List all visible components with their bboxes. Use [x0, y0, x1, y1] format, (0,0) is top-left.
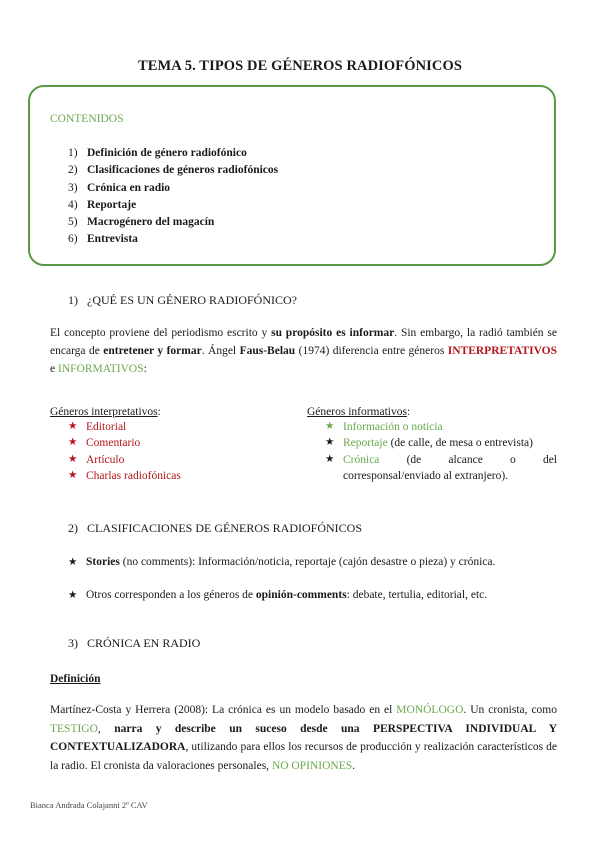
list-item: ★ Charlas radiofónicas	[68, 468, 181, 484]
list-item: 2) Clasificaciones de géneros radiofónicos	[68, 164, 279, 177]
definition-subheading: Definición	[50, 673, 101, 685]
list-item: 3) Crónica en radio	[68, 181, 171, 194]
interpretativos-title: Géneros interpretativos	[50, 406, 158, 418]
contents-heading: CONTENIDOS	[50, 113, 124, 125]
informativos-title: Géneros informativos	[307, 406, 407, 418]
list-item: 4) Reportaje	[68, 198, 137, 211]
star-bullet-icon: ★	[68, 557, 78, 568]
star-bullet-icon: ★	[325, 453, 335, 465]
section1-paragraph: El concepto proviene del periodismo escrito y su propósito es informar. Sin embargo, la radió también se encarga de entretener y formar. Ángel Faus-Belau (1974) diferencia entre géneros INTERPRETATIVOS e INFORMATIVOS:	[50, 327, 558, 375]
informativos-column: Géneros informativos: ★ Información o noticia ★ Reportaje (de calle, de mesa o entrevista) ★ Crónica (de alcance o del corresponsal/enviado al extranjero).	[307, 406, 557, 484]
star-bullet-icon: ★	[68, 453, 78, 465]
page-title: TEMA 5. TIPOS DE GÉNEROS RADIOFÓNICOS	[137, 58, 463, 74]
star-bullet-icon: ★	[325, 421, 335, 432]
section-heading-1: 1) ¿QUÉ ES UN GÉNERO RADIOFÓNICO?	[68, 293, 297, 307]
list-item: 1) Definición de género radiofónico	[68, 147, 247, 159]
star-bullet-icon: ★	[325, 437, 335, 449]
star-bullet-icon: ★	[68, 469, 78, 481]
section-heading-2: 2) CLASIFICACIONES DE GÉNEROS RADIOFÓNICOS	[68, 521, 363, 535]
list-item: ★ Crónica (de alcance o del corresponsal/enviado al extranjero).	[325, 453, 557, 482]
star-bullet-icon: ★	[68, 437, 78, 449]
list-item: ★ Información o noticia	[325, 419, 557, 435]
section-heading-3: 3) CRÓNICA EN RADIO	[68, 636, 201, 650]
list-item: 6) Entrevista	[68, 233, 138, 246]
footer-author: Bianca Andrada Colajanni 2º CAV	[30, 800, 148, 810]
list-item: ★ Editorial	[68, 419, 181, 435]
contents-list	[68, 145, 278, 249]
list-item: ★ Comentario	[68, 435, 181, 451]
star-bullet-icon: ★	[68, 590, 78, 601]
list-item: ★ Artículo	[68, 452, 181, 468]
section3-paragraph: Martínez-Costa y Herrera (2008): La crónica es un modelo basado en el MONÓLOGO. Un cronista, como TESTIGO, narra y describe un suceso desde una PERSPECTIVA INDIVIDUAL Y CONTEXTUALIZADORA, utilizando para ellos los recursos de producción y realización característicos de la radio. El cronista da valoraciones personales, NO OPINIONES.	[50, 704, 558, 772]
section2-bullet-stories: ★ Stories (no comments): Información/noticia, reportaje (cajón desastre o pieza) y crónica.	[68, 556, 496, 568]
star-bullet-icon: ★	[68, 421, 78, 432]
list-item: 5) Macrogénero del magacín	[68, 216, 215, 229]
interpretativos-column: Géneros interpretativos: ★ Editorial ★ Comentario ★ Artículo ★ Charlas radiofónicas	[50, 406, 181, 484]
list-item: ★ Reportaje (de calle, de mesa o entrevista)	[325, 435, 557, 451]
section2-bullet-opinion: ★ Otros corresponden a los géneros de opinión-comments: debate, tertulia, editorial, etc.	[68, 589, 488, 601]
